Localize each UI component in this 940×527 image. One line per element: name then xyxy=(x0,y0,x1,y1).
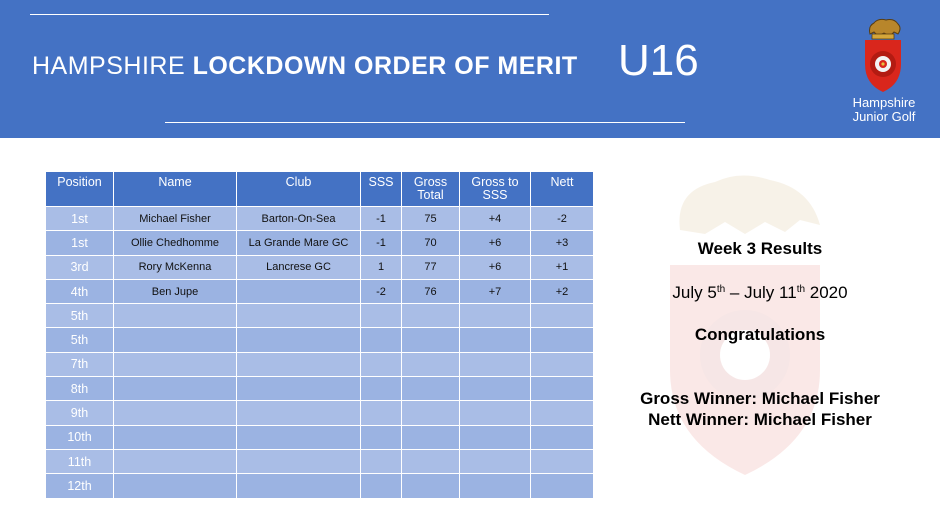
cell-gross-total xyxy=(402,425,460,449)
cell-position: 11th xyxy=(46,449,114,473)
header-top-rule xyxy=(30,14,549,15)
table-row xyxy=(46,449,594,473)
cell-nett xyxy=(531,425,594,449)
cell-gross-total: 77 xyxy=(402,255,460,279)
cell-position: 9th xyxy=(46,401,114,425)
cell-gross-total xyxy=(402,352,460,376)
table-row xyxy=(46,401,594,425)
date-to-suffix: th xyxy=(796,284,806,295)
cell-gross-total: 70 xyxy=(402,231,460,255)
cell-name xyxy=(114,474,237,498)
age-group-label: U16 xyxy=(618,36,699,85)
cell-name xyxy=(114,352,237,376)
cell-name xyxy=(114,328,237,352)
cell-position: 1st xyxy=(46,231,114,255)
cell-club: Barton-On-Sea xyxy=(237,207,361,231)
cell-club xyxy=(237,425,361,449)
cell-nett: +3 xyxy=(531,231,594,255)
hampshire-rose-crest-icon xyxy=(858,14,908,94)
cell-position: 5th xyxy=(46,328,114,352)
cell-gross-total xyxy=(402,449,460,473)
cell-club xyxy=(237,449,361,473)
cell-gross-to-sss xyxy=(460,304,531,328)
title-light: HAMPSHIRE xyxy=(32,52,186,80)
cell-gross-to-sss xyxy=(460,474,531,498)
brand-line-1: Hampshire xyxy=(852,95,916,110)
cell-club xyxy=(237,377,361,401)
cell-club xyxy=(237,401,361,425)
table-row xyxy=(46,425,594,449)
table-row xyxy=(46,328,594,352)
cell-gross-total: 75 xyxy=(402,207,460,231)
table-header-row xyxy=(46,172,594,207)
cell-nett: +2 xyxy=(531,279,594,303)
date-separator: – xyxy=(725,283,745,302)
cell-name: Ollie Chedhomme xyxy=(114,231,237,255)
date-year: 2020 xyxy=(805,283,848,302)
cell-gross-to-sss xyxy=(460,425,531,449)
table-row xyxy=(46,279,594,303)
cell-nett xyxy=(531,449,594,473)
cell-gross-to-sss: +4 xyxy=(460,207,531,231)
cell-sss xyxy=(361,377,402,401)
page-title xyxy=(32,52,578,81)
cell-sss: -1 xyxy=(361,231,402,255)
column-header-gross-total: Gross Total xyxy=(402,172,460,207)
header-banner xyxy=(0,0,940,138)
week-heading: Week 3 Results xyxy=(697,239,823,258)
cell-nett xyxy=(531,352,594,376)
cell-nett xyxy=(531,328,594,352)
nett-winner: Nett Winner: Michael Fisher xyxy=(648,410,872,429)
cell-position: 1st xyxy=(46,207,114,231)
cell-sss xyxy=(361,425,402,449)
cell-name xyxy=(114,377,237,401)
column-header-nett: Nett xyxy=(531,172,594,207)
table-row xyxy=(46,207,594,231)
header-bottom-rule xyxy=(165,122,685,123)
cell-club: La Grande Mare GC xyxy=(237,231,361,255)
cell-sss: -1 xyxy=(361,207,402,231)
brand-line-2: Junior Golf xyxy=(852,109,916,124)
table-row xyxy=(46,474,594,498)
cell-name: Ben Jupe xyxy=(114,279,237,303)
cell-gross-total xyxy=(402,401,460,425)
congratulations-heading: Congratulations xyxy=(694,325,826,344)
title-bold: LOCKDOWN ORDER OF MERIT xyxy=(192,52,578,80)
cell-gross-total xyxy=(402,328,460,352)
cell-gross-to-sss: +6 xyxy=(460,255,531,279)
cell-position: 4th xyxy=(46,279,114,303)
gross-winner: Gross Winner: Michael Fisher xyxy=(640,389,880,408)
date-from-suffix: th xyxy=(716,284,726,295)
cell-sss: -2 xyxy=(361,279,402,303)
column-header-sss: SSS xyxy=(361,172,402,207)
cell-club xyxy=(237,304,361,328)
cell-name: Rory McKenna xyxy=(114,255,237,279)
cell-nett xyxy=(531,401,594,425)
date-to-day: July 11 xyxy=(744,283,797,302)
cell-gross-to-sss: +7 xyxy=(460,279,531,303)
table-row xyxy=(46,377,594,401)
cell-club xyxy=(237,328,361,352)
cell-position: 7th xyxy=(46,352,114,376)
column-header-name: Name xyxy=(114,172,237,207)
cell-position: 8th xyxy=(46,377,114,401)
column-header-gross-to-sss: Gross to SSS xyxy=(460,172,531,207)
results-table xyxy=(45,171,594,499)
cell-club xyxy=(237,352,361,376)
cell-gross-total xyxy=(402,304,460,328)
cell-sss xyxy=(361,352,402,376)
cell-nett: -2 xyxy=(531,207,594,231)
column-header-club: Club xyxy=(237,172,361,207)
cell-gross-total xyxy=(402,474,460,498)
cell-gross-to-sss: +6 xyxy=(460,231,531,255)
brand-name xyxy=(838,96,930,124)
table-row xyxy=(46,352,594,376)
cell-gross-total: 76 xyxy=(402,279,460,303)
cell-nett xyxy=(531,304,594,328)
cell-club xyxy=(237,474,361,498)
cell-sss: 1 xyxy=(361,255,402,279)
column-header-position: Position xyxy=(46,172,114,207)
cell-sss xyxy=(361,328,402,352)
cell-nett xyxy=(531,377,594,401)
cell-gross-to-sss xyxy=(460,328,531,352)
cell-sss xyxy=(361,401,402,425)
cell-gross-to-sss xyxy=(460,377,531,401)
cell-nett: +1 xyxy=(531,255,594,279)
cell-position: 5th xyxy=(46,304,114,328)
cell-name xyxy=(114,401,237,425)
cell-nett xyxy=(531,474,594,498)
cell-name xyxy=(114,425,237,449)
cell-club: Lancrese GC xyxy=(237,255,361,279)
cell-name xyxy=(114,304,237,328)
cell-sss xyxy=(361,449,402,473)
cell-position: 12th xyxy=(46,474,114,498)
cell-gross-to-sss xyxy=(460,401,531,425)
cell-sss xyxy=(361,474,402,498)
table-row xyxy=(46,304,594,328)
cell-name xyxy=(114,449,237,473)
cell-gross-to-sss xyxy=(460,352,531,376)
cell-club xyxy=(237,279,361,303)
cell-sss xyxy=(361,304,402,328)
cell-gross-to-sss xyxy=(460,449,531,473)
cell-position: 3rd xyxy=(46,255,114,279)
table-row xyxy=(46,231,594,255)
date-from-day: July 5 xyxy=(672,283,717,302)
cell-name: Michael Fisher xyxy=(114,207,237,231)
table-row xyxy=(46,255,594,279)
date-range xyxy=(628,283,892,303)
cell-position: 10th xyxy=(46,425,114,449)
cell-gross-total xyxy=(402,377,460,401)
